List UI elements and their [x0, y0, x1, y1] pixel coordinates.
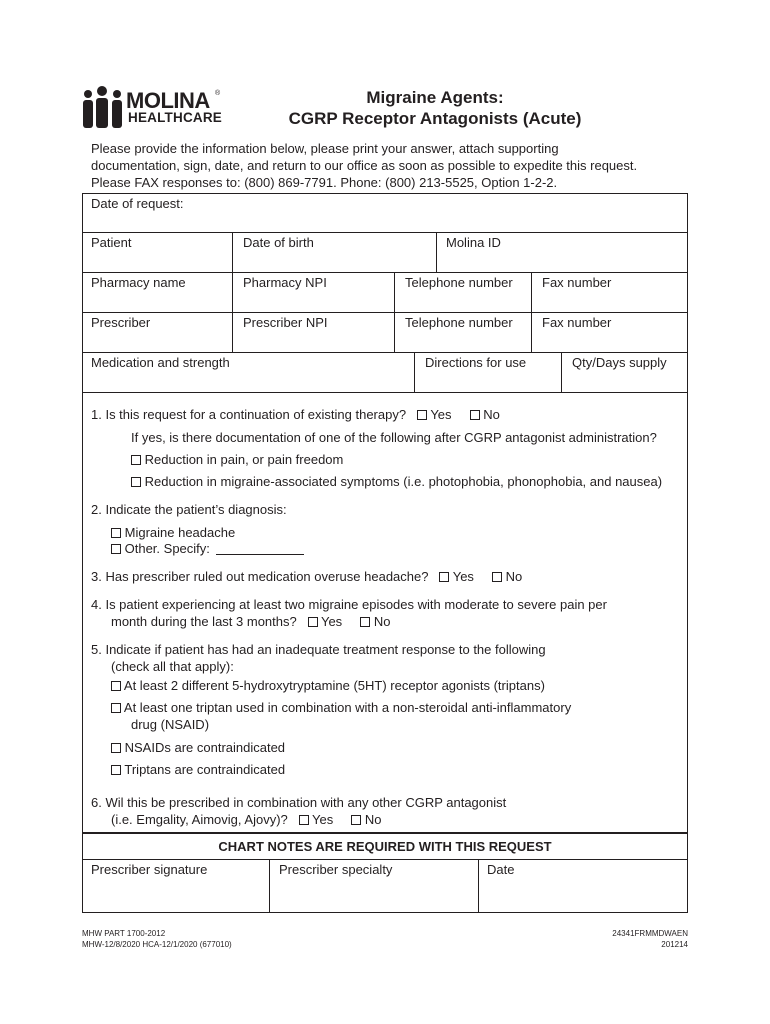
- pharmacy-telephone-field[interactable]: Telephone number: [405, 275, 513, 290]
- q4-no-checkbox[interactable]: [360, 617, 370, 627]
- prescriber-telephone-field[interactable]: Telephone number: [405, 315, 513, 330]
- intro-line1: Please provide the information below, please print your answer, attach supporting: [91, 141, 559, 156]
- question-3: [91, 568, 522, 585]
- q6-yes-checkbox[interactable]: [299, 815, 309, 825]
- q1-option-1-label: Reduction in pain, or pain freedom: [144, 452, 344, 467]
- q2-option-2: [111, 540, 304, 557]
- question-1: [91, 406, 500, 423]
- q5-option-3-label: NSAIDs are contraindicated: [124, 740, 286, 755]
- q2-option-2-label: Other. Specify:: [124, 541, 210, 556]
- q6-no-checkbox[interactable]: [351, 815, 361, 825]
- q5-option-3-checkbox[interactable]: [111, 743, 121, 753]
- pharmacy-npi-field[interactable]: Pharmacy NPI: [243, 275, 327, 290]
- question-3-text: 3. Has prescriber ruled out medication overuse headache?: [91, 569, 429, 584]
- footer-right-line2: 201214: [661, 940, 688, 949]
- q6-no-label: No: [364, 812, 382, 827]
- signature-date-field[interactable]: Date: [487, 862, 515, 877]
- q1-no-checkbox[interactable]: [470, 410, 480, 420]
- q5-option-1: [111, 677, 545, 694]
- q6-yes-label: Yes: [312, 812, 334, 827]
- qty-days-supply-field[interactable]: Qty/Days supply: [572, 355, 667, 370]
- intro-line3: Please FAX responses to: (800) 869-7791. Phone: (800) 213-5525, Option 1-2-2.: [91, 175, 558, 190]
- q5-option-3: [111, 739, 285, 756]
- prescriber-specialty-field[interactable]: Prescriber specialty: [279, 862, 393, 877]
- question-5-line1: 5. Indicate if patient has had an inadequate treatment response to the following: [91, 642, 546, 657]
- q5-option-2-label: At least one triptan used in combination with a non-steroidal anti-inflammatory: [123, 700, 572, 715]
- logo-text-molina: MOLINA: [126, 88, 210, 113]
- question-6-line1: 6. Wil this be prescribed in combination with any other CGRP antagonist: [91, 795, 507, 810]
- question-4-text: month during the last 3 months?: [111, 614, 297, 629]
- intro-line2: documentation, sign, date, and return to our office as soon as possible to expedite this request.: [91, 158, 638, 173]
- q3-no-checkbox[interactable]: [492, 572, 502, 582]
- q5-option-2-checkbox[interactable]: [111, 703, 121, 713]
- title-line2: CGRP Receptor Antagonists (Acute): [288, 109, 582, 128]
- chart-notes-notice: CHART NOTES ARE REQUIRED WITH THIS REQUEST: [218, 839, 552, 854]
- question-2-text: 2. Indicate the patient’s diagnosis:: [91, 502, 287, 517]
- date-of-birth-field[interactable]: Date of birth: [243, 235, 314, 250]
- prescriber-signature-field[interactable]: Prescriber signature: [91, 862, 208, 877]
- question-6-text: (i.e. Emgality, Aimovig, Ajovy)?: [111, 812, 288, 827]
- q5-option-1-checkbox[interactable]: [111, 681, 121, 691]
- question-1-text: 1. Is this request for a continuation of existing therapy?: [91, 407, 407, 422]
- q3-yes-label: Yes: [452, 569, 474, 584]
- q5-option-4-checkbox[interactable]: [111, 765, 121, 775]
- question-5-line2: (check all that apply):: [111, 659, 234, 674]
- q1-no-label: No: [483, 407, 500, 422]
- question-4-line2: [111, 613, 391, 630]
- prescriber-npi-field[interactable]: Prescriber NPI: [243, 315, 328, 330]
- q1-yes-label: Yes: [430, 407, 452, 422]
- q4-no-label: No: [373, 614, 391, 629]
- q5-option-4-label: Triptans are contraindicated: [124, 762, 286, 777]
- q5-option-2-line2: drug (NSAID): [131, 717, 210, 732]
- prescriber-field[interactable]: Prescriber: [91, 315, 151, 330]
- q1-option-2-label: Reduction in migraine-associated symptoms (i.e. photophobia, phonophobia, and nausea): [144, 474, 663, 489]
- pharmacy-name-field[interactable]: Pharmacy name: [91, 275, 186, 290]
- q4-yes-label: Yes: [320, 614, 343, 629]
- logo-registered-mark: ®: [215, 90, 221, 97]
- q2-option-1: [111, 524, 235, 541]
- title-line1: Migraine Agents:: [366, 88, 504, 107]
- q1-option-1: [131, 451, 343, 468]
- q4-yes-checkbox[interactable]: [308, 617, 318, 627]
- q3-yes-checkbox[interactable]: [439, 572, 449, 582]
- question-1-followup: If yes, is there documentation of one of the following after CGRP antagonist administration?: [131, 430, 657, 445]
- pharmacy-fax-field[interactable]: Fax number: [542, 275, 612, 290]
- q1-option-2-checkbox[interactable]: [131, 477, 141, 487]
- directions-for-use-field[interactable]: Directions for use: [425, 355, 527, 370]
- footer-right: [612, 928, 688, 950]
- q5-option-4: [111, 761, 285, 778]
- medication-strength-field[interactable]: Medication and strength: [91, 355, 230, 370]
- logo-text-healthcare: HEALTHCARE: [128, 110, 222, 125]
- q2-option-2-checkbox[interactable]: [111, 544, 121, 554]
- prescriber-fax-field[interactable]: Fax number: [542, 315, 612, 330]
- q1-option-2: [131, 473, 662, 490]
- q2-option-1-label: Migraine headache: [124, 525, 236, 540]
- question-4-line1: 4. Is patient experiencing at least two migraine episodes with moderate to severe pain per: [91, 597, 607, 612]
- question-6-line2: [111, 811, 382, 828]
- q3-no-label: No: [505, 569, 523, 584]
- q5-option-1-label: At least 2 different 5-hydroxytryptamine (5HT) receptor agonists (triptans): [123, 678, 545, 693]
- footer-right-line1: 24341FRMMDWAEN: [612, 929, 688, 938]
- footer-left: [82, 928, 232, 950]
- q2-option-1-checkbox[interactable]: [111, 528, 121, 538]
- molina-logo: [82, 86, 232, 130]
- date-of-request-field[interactable]: Date of request:: [91, 196, 184, 211]
- q2-specify-input[interactable]: [216, 542, 304, 555]
- patient-field[interactable]: Patient: [91, 235, 132, 250]
- footer-left-line1: MHW PART 1700-2012: [82, 929, 166, 938]
- people-icon: [82, 86, 126, 130]
- molina-id-field[interactable]: Molina ID: [446, 235, 501, 250]
- q1-option-1-checkbox[interactable]: [131, 455, 141, 465]
- footer-left-line2: MHW-12/8/2020 HCA-12/1/2020 (677010): [82, 940, 232, 949]
- q5-option-2: [111, 699, 571, 716]
- q1-yes-checkbox[interactable]: [417, 410, 427, 420]
